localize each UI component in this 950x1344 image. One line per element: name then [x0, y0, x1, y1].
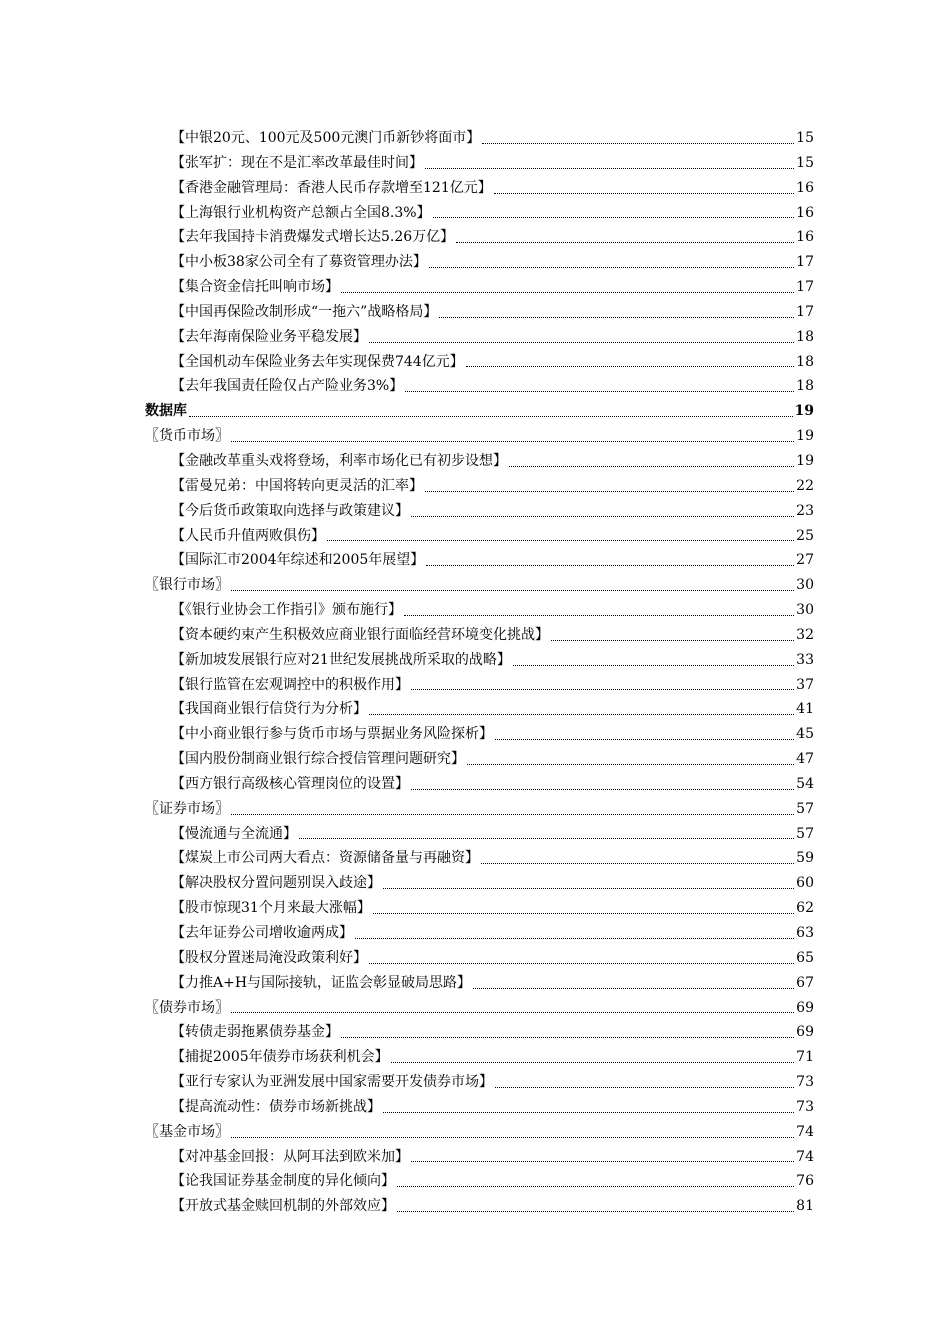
toc-entry-title: 【提高流动性：债券市场新挑战】 — [171, 1098, 381, 1115]
toc-page-number: 23 — [796, 502, 814, 519]
toc-page-number: 71 — [796, 1049, 814, 1066]
toc-page-number: 15 — [796, 130, 814, 146]
toc-entry[interactable] — [145, 1194, 814, 1219]
toc-page-number: 47 — [796, 751, 814, 768]
toc-page-number: 18 — [796, 328, 814, 345]
toc-entry-title: 数据库 — [145, 403, 187, 420]
toc-entry-title: 【中国再保险改制形成“一拖六”战略格局】 — [171, 303, 438, 320]
toc-page-number: 81 — [796, 1198, 814, 1215]
toc-entry-title: 【中小板38家公司全有了募资管理办法】 — [171, 254, 427, 271]
dot-leader — [509, 449, 794, 474]
toc-section-entry[interactable] — [145, 797, 814, 822]
toc-page-number: 45 — [796, 726, 814, 743]
toc-entry-title: 【中银20元、100元及500元澳门币新钞将面市】 — [171, 130, 481, 146]
toc-page-number: 32 — [796, 626, 814, 643]
toc-entry-title: 【中小商业银行参与货币市场与票据业务风险探析】 — [171, 726, 493, 743]
toc-page-number: 19 — [796, 452, 814, 469]
toc-entry[interactable] — [145, 1169, 814, 1194]
dot-leader — [383, 871, 794, 896]
toc-entry-title: 【全国机动车保险业务去年实现保费744亿元】 — [171, 353, 464, 370]
toc-page-number: 69 — [796, 999, 814, 1016]
toc-page-number: 63 — [796, 925, 814, 941]
dot-leader — [473, 971, 794, 996]
toc-entry-title: 【煤炭上市公司两大看点：资源储备量与再融资】 — [171, 850, 479, 867]
dot-leader — [439, 300, 794, 325]
toc-entry-title: 【捕捉2005年债券市场获利机会】 — [171, 1049, 389, 1066]
dot-leader — [481, 846, 794, 871]
toc-entry-title: 【人民币升值两败俱伤】 — [171, 527, 325, 544]
toc-entry-title: 【股权分置迷局淹没政策利好】 — [171, 949, 367, 966]
toc-entry[interactable] — [145, 300, 814, 325]
toc-entry[interactable] — [145, 374, 814, 399]
toc-page-number: 19 — [794, 403, 814, 420]
toc-entry-title: 【今后货币政策取向选择与政策建议】 — [171, 502, 409, 519]
toc-page-number: 74 — [796, 1148, 814, 1165]
dot-leader — [411, 673, 794, 698]
toc-page-number: 16 — [796, 229, 814, 246]
toc-entry-title: 【亚行专家认为亚洲发展中国家需要开发债券市场】 — [171, 1074, 493, 1091]
toc-page-number: 17 — [796, 254, 814, 271]
toc-page-number: 37 — [796, 676, 814, 693]
toc-section-entry[interactable] — [145, 996, 814, 1021]
dot-leader — [513, 648, 794, 673]
dot-leader — [355, 921, 794, 946]
dot-leader — [369, 325, 794, 350]
toc-entry[interactable] — [145, 151, 814, 176]
dot-leader — [231, 797, 794, 822]
toc-entry-title: 【资本硬约束产生积极效应商业银行面临经营环境变化挑战】 — [171, 626, 549, 643]
toc-entry[interactable] — [145, 548, 814, 573]
toc-entry[interactable] — [145, 1020, 814, 1045]
toc-page-number: 30 — [796, 577, 814, 594]
toc-heading-entry[interactable] — [145, 399, 814, 424]
dot-leader — [433, 201, 795, 226]
toc-entry[interactable] — [145, 946, 814, 971]
toc-entry-title: 【国际汇市2004年综述和2005年展望】 — [171, 552, 425, 569]
toc-entry[interactable] — [145, 846, 814, 871]
toc-entry[interactable] — [145, 1145, 814, 1170]
toc-entry-title: 【去年海南保险业务平稳发展】 — [171, 328, 367, 345]
dot-leader — [397, 1194, 794, 1219]
toc-page-number: 76 — [796, 1173, 814, 1190]
dot-leader — [466, 350, 794, 375]
toc-page-number: 60 — [796, 875, 814, 892]
toc-entry[interactable] — [145, 1070, 814, 1095]
dot-leader — [231, 424, 794, 449]
toc-entry[interactable] — [145, 325, 814, 350]
toc-entry[interactable] — [145, 747, 814, 772]
dot-leader — [189, 399, 793, 424]
toc-entry-title: 【慢流通与全流通】 — [171, 825, 297, 842]
toc-entry-title: 【新加坡发展银行应对21世纪发展挑战所采取的战略】 — [171, 651, 511, 668]
toc-page-number: 67 — [796, 974, 814, 991]
toc-entry[interactable] — [145, 772, 814, 797]
toc-entry[interactable] — [145, 1095, 814, 1120]
toc-entry[interactable] — [145, 499, 814, 524]
toc-page-number: 69 — [796, 1024, 814, 1041]
toc-page-number: 54 — [796, 775, 814, 792]
toc-section-entry[interactable] — [145, 573, 814, 598]
toc-entry[interactable] — [145, 176, 814, 201]
toc-entry[interactable] — [145, 648, 814, 673]
dot-leader — [426, 548, 794, 573]
dot-leader — [467, 747, 794, 772]
toc-entry[interactable] — [145, 449, 814, 474]
toc-entry-title: 〖基金市场〗 — [145, 1123, 229, 1140]
toc-entry[interactable] — [145, 921, 814, 946]
toc-entry[interactable] — [145, 1045, 814, 1070]
dot-leader — [231, 1120, 794, 1145]
dot-leader — [551, 623, 794, 648]
toc-page-number: 73 — [796, 1074, 814, 1091]
toc-entry[interactable] — [145, 871, 814, 896]
toc-page-number: 18 — [796, 378, 814, 395]
dot-leader — [411, 1145, 794, 1170]
toc-entry-title: 【我国商业银行信贷行为分析】 — [171, 701, 367, 718]
toc-entry[interactable] — [145, 971, 814, 996]
toc-page-number: 16 — [796, 204, 814, 221]
toc-entry-title: 【银行监管在宏观调控中的积极作用】 — [171, 676, 409, 693]
dot-leader — [369, 946, 794, 971]
toc-page-number: 17 — [796, 279, 814, 296]
dot-leader — [341, 275, 794, 300]
toc-entry[interactable] — [145, 201, 814, 226]
toc-entry-title: 【雷曼兄弟：中国将转向更灵活的汇率】 — [171, 477, 423, 494]
toc-entry-title: 【金融改革重头戏将登场，利率市场化已有初步设想】 — [171, 452, 507, 469]
toc-section-entry[interactable] — [145, 1120, 814, 1145]
dot-leader — [482, 126, 794, 151]
dot-leader — [231, 996, 794, 1021]
toc-entry-title: 〖银行市场〗 — [145, 577, 229, 594]
dot-leader — [405, 374, 794, 399]
dot-leader — [383, 1095, 794, 1120]
toc-entry-title: 〖债券市场〗 — [145, 999, 229, 1016]
dot-leader — [495, 722, 794, 747]
toc-entry[interactable] — [145, 623, 814, 648]
toc-entry-title: 【开放式基金赎回机制的外部效应】 — [171, 1198, 395, 1215]
toc-page-number: 57 — [796, 800, 814, 817]
toc-entry-title: 【上海银行业机构资产总额占全国8.3%】 — [171, 204, 431, 221]
dot-leader — [299, 822, 794, 847]
dot-leader — [495, 1070, 794, 1095]
toc-entry[interactable] — [145, 524, 814, 549]
toc-page-number: 18 — [796, 353, 814, 370]
dot-leader — [411, 772, 794, 797]
toc-entry[interactable] — [145, 822, 814, 847]
toc-entry-title: 【去年证券公司增收逾两成】 — [171, 925, 353, 941]
dot-leader — [373, 896, 794, 921]
toc-entry-title: 【力推A+H与国际接轨，证监会彰显破局思路】 — [171, 974, 472, 991]
toc-page-number: 19 — [796, 428, 814, 445]
dot-leader — [327, 524, 794, 549]
toc-entry[interactable] — [145, 350, 814, 375]
toc-page-number: 57 — [796, 825, 814, 842]
toc-entry[interactable] — [145, 673, 814, 698]
toc-page-number: 73 — [796, 1098, 814, 1115]
dot-leader — [404, 598, 794, 623]
toc-entry-title: 【去年我国持卡消费爆发式增长达5.26万亿】 — [171, 229, 455, 246]
dot-leader — [456, 225, 794, 250]
toc-entry-title: 【去年我国责任险仅占产险业务3%】 — [171, 378, 404, 395]
dot-leader — [231, 573, 794, 598]
dot-leader — [397, 1169, 794, 1194]
toc-page-number: 27 — [796, 552, 814, 569]
table-of-contents — [145, 126, 814, 1219]
toc-entry[interactable] — [145, 275, 814, 300]
dot-leader — [411, 499, 794, 524]
toc-entry-title: 【解决股权分置问题别误入歧途】 — [171, 875, 381, 892]
toc-page-number: 16 — [796, 179, 814, 196]
dot-leader — [369, 697, 794, 722]
toc-entry[interactable] — [145, 250, 814, 275]
toc-page-number: 15 — [796, 154, 814, 171]
toc-entry-title: 〖证券市场〗 — [145, 800, 229, 817]
toc-entry-title: 【论我国证券基金制度的异化倾向】 — [171, 1173, 395, 1190]
toc-entry-title: 【《银行业协会工作指引》颁布施行】 — [171, 602, 402, 619]
toc-entry[interactable] — [145, 722, 814, 747]
toc-page-number: 65 — [796, 949, 814, 966]
dot-leader — [494, 176, 794, 201]
toc-page-number: 22 — [796, 477, 814, 494]
toc-entry[interactable] — [145, 474, 814, 499]
toc-section-entry[interactable] — [145, 424, 814, 449]
dot-leader — [341, 1020, 794, 1045]
toc-entry[interactable] — [145, 225, 814, 250]
toc-page-number: 30 — [796, 602, 814, 619]
dot-leader — [425, 474, 794, 499]
toc-page-number: 33 — [796, 651, 814, 668]
toc-entry[interactable] — [145, 896, 814, 921]
toc-entry-title: 〖货币市场〗 — [145, 428, 229, 445]
toc-entry-title: 【转债走弱拖累债券基金】 — [171, 1024, 339, 1041]
toc-entry[interactable] — [145, 697, 814, 722]
dot-leader — [429, 250, 794, 275]
dot-leader — [425, 151, 794, 176]
toc-entry-title: 【集合资金信托叫响市场】 — [171, 279, 339, 296]
toc-page-number: 17 — [796, 303, 814, 320]
dot-leader — [391, 1045, 795, 1070]
toc-page-number: 74 — [796, 1123, 814, 1140]
toc-page-number: 25 — [796, 527, 814, 544]
toc-entry-title: 【香港金融管理局：香港人民币存款增至121亿元】 — [171, 179, 492, 196]
toc-page-number: 62 — [796, 900, 814, 917]
toc-entry-title: 【股市惊现31个月来最大涨幅】 — [171, 900, 371, 917]
toc-entry[interactable] — [145, 598, 814, 623]
toc-entry-title: 【张军扩：现在不是汇率改革最佳时间】 — [171, 154, 423, 171]
toc-entry[interactable] — [145, 126, 814, 151]
toc-page-number: 59 — [796, 850, 814, 867]
toc-entry-title: 【西方银行高级核心管理岗位的设置】 — [171, 775, 409, 792]
toc-entry-title: 【对冲基金回报：从阿耳法到欧米加】 — [171, 1148, 409, 1165]
toc-entry-title: 【国内股份制商业银行综合授信管理问题研究】 — [171, 751, 465, 768]
toc-page-number: 41 — [796, 701, 814, 718]
